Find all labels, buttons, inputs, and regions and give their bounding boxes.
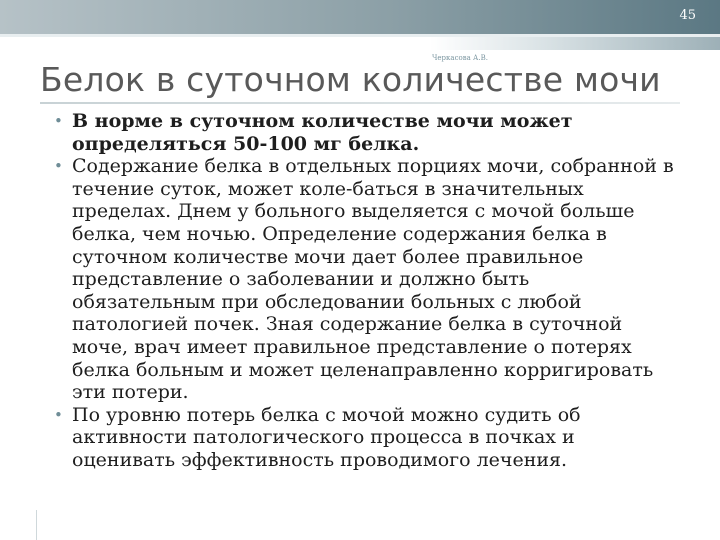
bullet-item-2 xyxy=(48,155,678,404)
header-band xyxy=(0,0,720,34)
bullet-marker: • xyxy=(54,405,63,424)
bullet-marker: • xyxy=(54,112,63,130)
title-divider xyxy=(40,102,680,104)
bullet-marker: • xyxy=(54,157,63,176)
bullet-item-1 xyxy=(48,110,678,155)
author-label: Черкасова А.В. xyxy=(432,54,488,62)
bullet-text: В норме в суточном количестве мочи может определяться 50-100 мг белка. xyxy=(72,110,573,155)
left-edge-rule xyxy=(36,510,37,540)
slide-number: 45 xyxy=(679,8,696,23)
bullet-list xyxy=(48,110,678,472)
bullet-text: Содержание белка в отдельных порциях мочи, собранной в течение суток, может коле-баться в значительных пределах. Днем у больного выделяется с мочой больше белка, чем ночью. Определение содержания белка в суточном количестве мочи дает более правильное представление о заболевании и должно быть обязательным при обследовании больных с любой патологией почек. Зная содержание белка в суточной моче, врач имеет правильное представление о потерях белка больным и может целенаправленно корригировать эти потери. xyxy=(72,155,674,404)
corner-decoration xyxy=(430,37,720,50)
bullet-text: По уровню потерь белка с мочой можно судить об активности патологического процесса в почках и оценивать эффективность проводимого лечения. xyxy=(72,403,581,471)
bullet-item-3 xyxy=(48,404,678,472)
slide-title: Белок в суточном количестве мочи xyxy=(40,60,661,99)
